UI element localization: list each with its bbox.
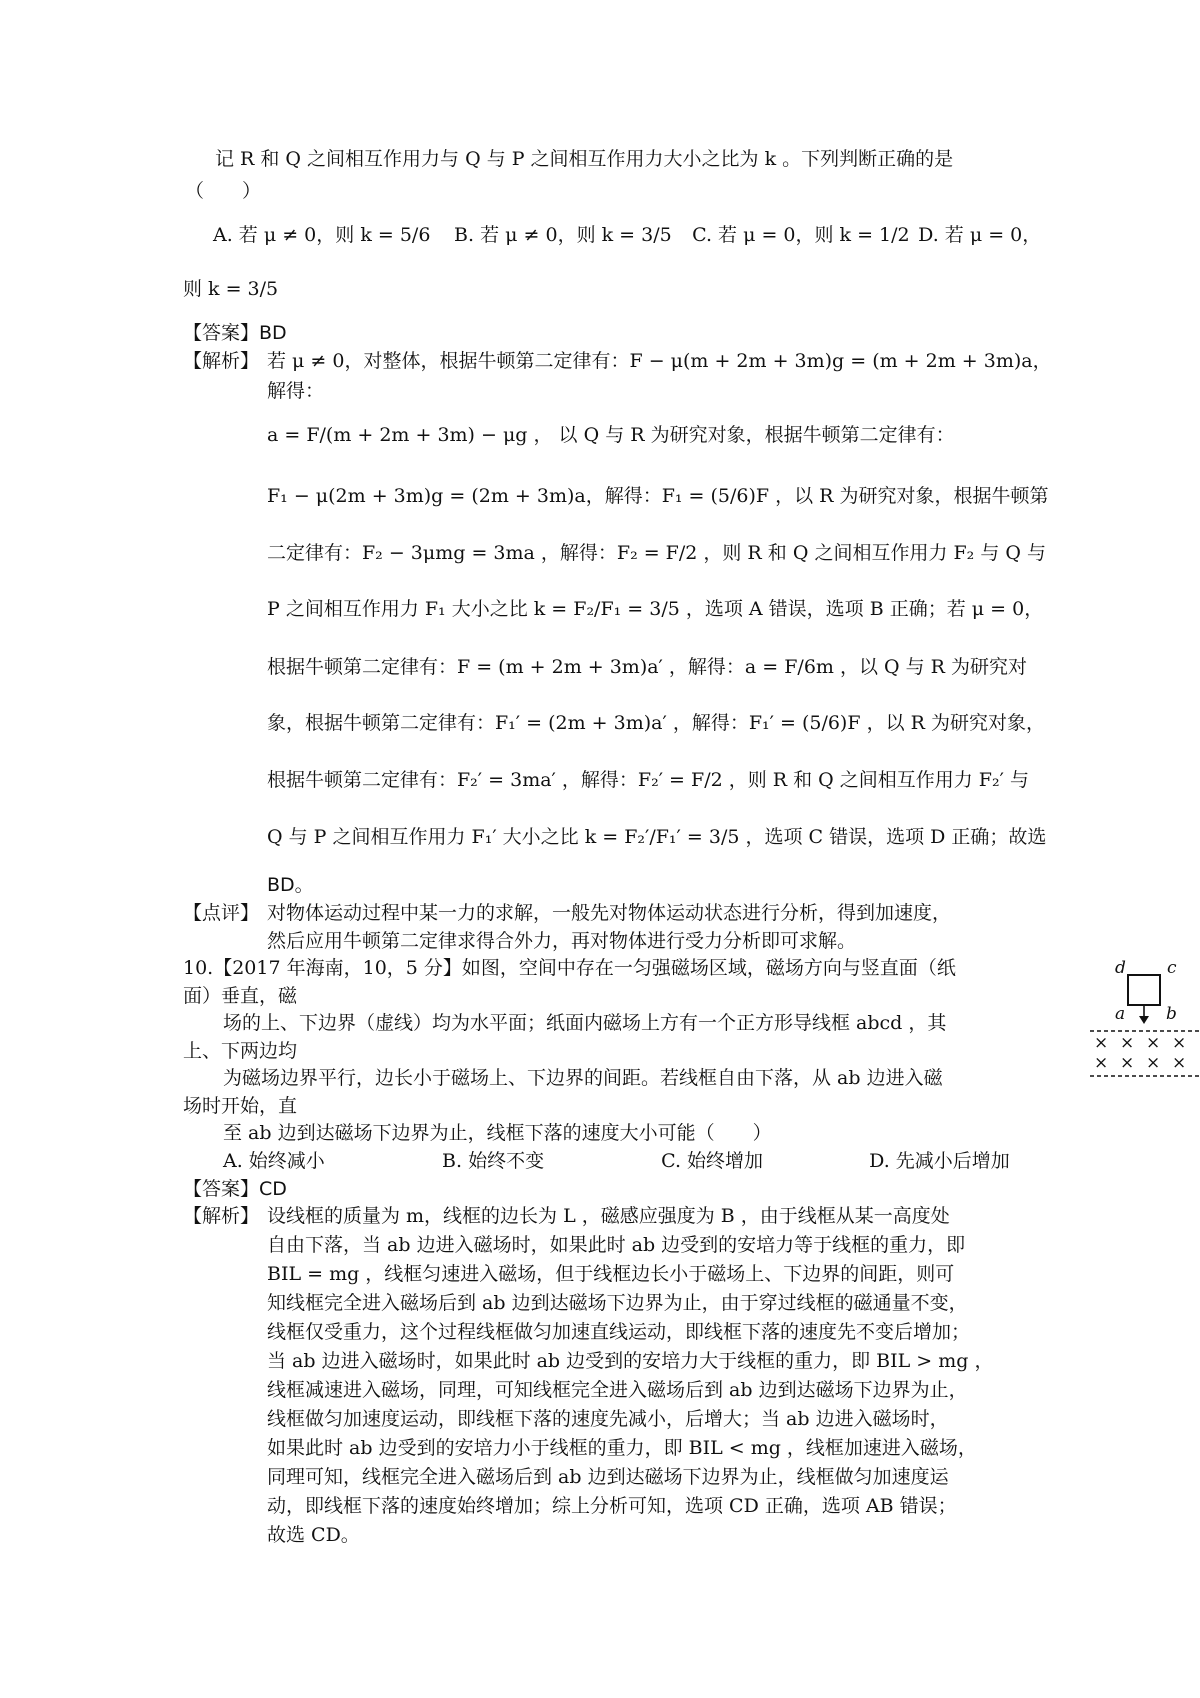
q9-analysis-line: 根据牛顿第二定律有：F = (m + 2m + 3m)a′ ，解得：a = F/6m ，以 Q 与 R 为研究对 bbox=[267, 656, 1028, 678]
q10-option-a: A. 始终减小 bbox=[223, 1150, 325, 1172]
q10-option-d: D. 先减小后增加 bbox=[869, 1150, 1010, 1172]
q10-analysis-line: 知线框完全进入磁场后到 ab 边到达磁场下边界为止，由于穿过线框的磁通量不变， bbox=[267, 1292, 968, 1314]
field-cross-mark: × bbox=[1172, 1033, 1187, 1053]
q10-analysis-tag: 【解析】 bbox=[183, 1205, 260, 1227]
q10-analysis-line: 动，即线框下落的速度始终增加；综上分析可知，选项 CD 正确，选项 AB 错误； bbox=[267, 1495, 957, 1517]
q9-answer-row bbox=[183, 320, 287, 346]
q10-answer-row bbox=[183, 1176, 287, 1202]
q10-analysis-line: 当 ab 边进入磁场时，如果此时 ab 边受到的安培力大于线框的重力，即 BIL > mg ， bbox=[267, 1350, 994, 1372]
label-a: a bbox=[1115, 1004, 1126, 1024]
wire-loop-square bbox=[1128, 975, 1160, 1005]
q9-analysis-line: Q 与 P 之间相互作用力 F₁′ 大小之比 k = F₂′/F₁′ = 3/5 ，选项 C 错误，选项 D 正确；故选 bbox=[267, 826, 1047, 848]
q9-stem-line-1: 记 R 和 Q 之间相互作用力与 Q 与 P 之间相互作用力大小之比为 k 。下列判断正确的是 bbox=[215, 148, 954, 170]
q10-answer: CD bbox=[259, 1178, 287, 1200]
q10-stem-line: 至 ab 边到达磁场下边界为止，线框下落的速度大小可能（ ） bbox=[223, 1122, 772, 1144]
q9-option-d-cont: 则 k = 3/5 bbox=[183, 278, 279, 300]
field-cross-mark: × bbox=[1172, 1053, 1187, 1073]
field-cross-mark: × bbox=[1120, 1053, 1135, 1073]
field-marks bbox=[1094, 1033, 1186, 1073]
q10-analysis-line: 设线框的质量为 m，线框的边长为 L ，磁感应强度为 B ，由于线框从某一高度处 bbox=[267, 1205, 950, 1227]
label-c: c bbox=[1167, 958, 1177, 978]
q10-option-b: B. 始终不变 bbox=[442, 1150, 545, 1172]
q9-option-c: C. 若 μ = 0，则 k = 1/2 bbox=[692, 224, 910, 246]
q9-option-b: B. 若 μ ≠ 0，则 k = 3/5 bbox=[454, 224, 672, 246]
q9-answer: BD bbox=[259, 322, 287, 344]
q10-stem-line: 面）垂直，磁 bbox=[183, 985, 298, 1007]
q10-option-c: C. 始终增加 bbox=[661, 1150, 764, 1172]
q9-analysis-line: 象，根据牛顿第二定律有：F₁′ = (2m + 3m)a′ ，解得：F₁′ = (5/6)F ，以 R 为研究对象， bbox=[267, 712, 1045, 734]
q10-analysis-line: 同理可知，线框完全进入磁场后到 ab 边到达磁场下边界为止，线框做匀加速度运 bbox=[267, 1466, 949, 1488]
q9-analysis-line: P 之间相互作用力 F₁ 大小之比 k = F₂/F₁ = 3/5 ，选项 A 错误，选项 B 正确；若 μ = 0， bbox=[267, 598, 1044, 620]
field-cross-mark: × bbox=[1146, 1033, 1161, 1053]
q10-stem-line: 场时开始，直 bbox=[183, 1095, 298, 1117]
down-arrow-icon bbox=[1139, 1016, 1149, 1024]
field-cross-mark: × bbox=[1146, 1053, 1161, 1073]
q10-analysis-line: BIL = mg ，线框匀速进入磁场，但于线框边长小于磁场上、下边界的间距，则可 bbox=[267, 1263, 955, 1285]
q9-stem-line-2: （ ） bbox=[185, 180, 262, 202]
q10-analysis-line: 如果此时 ab 边受到的安培力小于线框的重力，即 BIL < mg ，线框加速进入磁场， bbox=[267, 1437, 977, 1459]
q9-analysis-line: F₁ − μ(2m + 3m)g = (2m + 3m)a，解得：F₁ = (5/6)F ，以 R 为研究对象，根据牛顿第 bbox=[267, 485, 1049, 507]
q9-options-row bbox=[213, 222, 1041, 248]
q9-analysis-line: 根据牛顿第二定律有：F₂′ = 3ma′ ，解得：F₂′ = F/2 ，则 R 和 Q 之间相互作用力 F₂′ 与 bbox=[267, 769, 1029, 791]
q9-comment-line: 然后应用牛顿第二定律求得合外力，再对物体进行受力分析即可求解。 bbox=[267, 930, 857, 952]
q9-analysis-tag: 【解析】 bbox=[183, 350, 260, 372]
q10-analysis-line: 线框做匀加速度运动，即线框下落的速度先减小，后增大；当 ab 边进入磁场时， bbox=[267, 1408, 949, 1430]
q10-stem-line: 上、下两边均 bbox=[183, 1040, 298, 1062]
field-cross-mark: × bbox=[1094, 1053, 1109, 1073]
q10-answer-tag: 【答案】 bbox=[183, 1178, 260, 1200]
q10-analysis-line: 线框减速进入磁场，同理，可知线框完全进入磁场后到 ab 边到达磁场下边界为止， bbox=[267, 1379, 968, 1401]
q9-analysis-line: 二定律有：F₂ − 3μmg = 3ma ，解得：F₂ = F/2 ，则 R 和 Q 之间相互作用力 F₂ 与 Q 与 bbox=[267, 542, 1046, 564]
q9-analysis-line: BD。 bbox=[267, 874, 314, 896]
q10-analysis-line: 自由下落，当 ab 边进入磁场时，如果此时 ab 边受到的安培力等于线框的重力，即 bbox=[267, 1234, 966, 1256]
q10-analysis-line: 故选 CD。 bbox=[267, 1524, 360, 1546]
label-b: b bbox=[1166, 1004, 1177, 1024]
field-cross-mark: × bbox=[1120, 1033, 1135, 1053]
field-cross-mark: × bbox=[1094, 1033, 1109, 1053]
magnetic-field-figure bbox=[1090, 955, 1200, 1080]
q10-stem-line: 场的上、下边界（虚线）均为水平面；纸面内磁场上方有一个正方形导线框 abcd ，其 bbox=[223, 1012, 947, 1034]
label-d: d bbox=[1115, 958, 1126, 978]
q9-comment-tag: 【点评】 bbox=[183, 902, 260, 924]
q10-options-row bbox=[223, 1148, 1010, 1174]
q9-analysis-line: 若 μ ≠ 0，对整体，根据牛顿第二定律有：F − μ(m + 2m + 3m)g = (m + 2m + 3m)a， bbox=[267, 350, 1052, 372]
q9-comment-line: 对物体运动过程中某一力的求解，一般先对物体运动状态进行分析，得到加速度， bbox=[267, 902, 952, 924]
q9-answer-tag: 【答案】 bbox=[183, 322, 260, 344]
q10-stem-line: 10.【2017 年海南，10，5 分】如图，空间中存在一匀强磁场区域，磁场方向与竖直面（纸 bbox=[183, 957, 956, 979]
q9-analysis-line: a = F/(m + 2m + 3m) − μg ， 以 Q 与 R 为研究对象，根据牛顿第二定律有： bbox=[267, 424, 955, 446]
q9-option-d: D. 若 μ = 0， bbox=[918, 224, 1042, 246]
q10-stem-line: 为磁场边界平行，边长小于磁场上、下边界的间距。若线框自由下落，从 ab 边进入磁 bbox=[223, 1067, 943, 1089]
q9-option-a: A. 若 μ ≠ 0，则 k = 5/6 bbox=[213, 224, 431, 246]
q9-analysis-line: 解得： bbox=[267, 380, 325, 402]
q10-analysis-line: 线框仅受重力，这个过程线框做匀加速直线运动，即线框下落的速度先不变后增加； bbox=[267, 1321, 971, 1343]
